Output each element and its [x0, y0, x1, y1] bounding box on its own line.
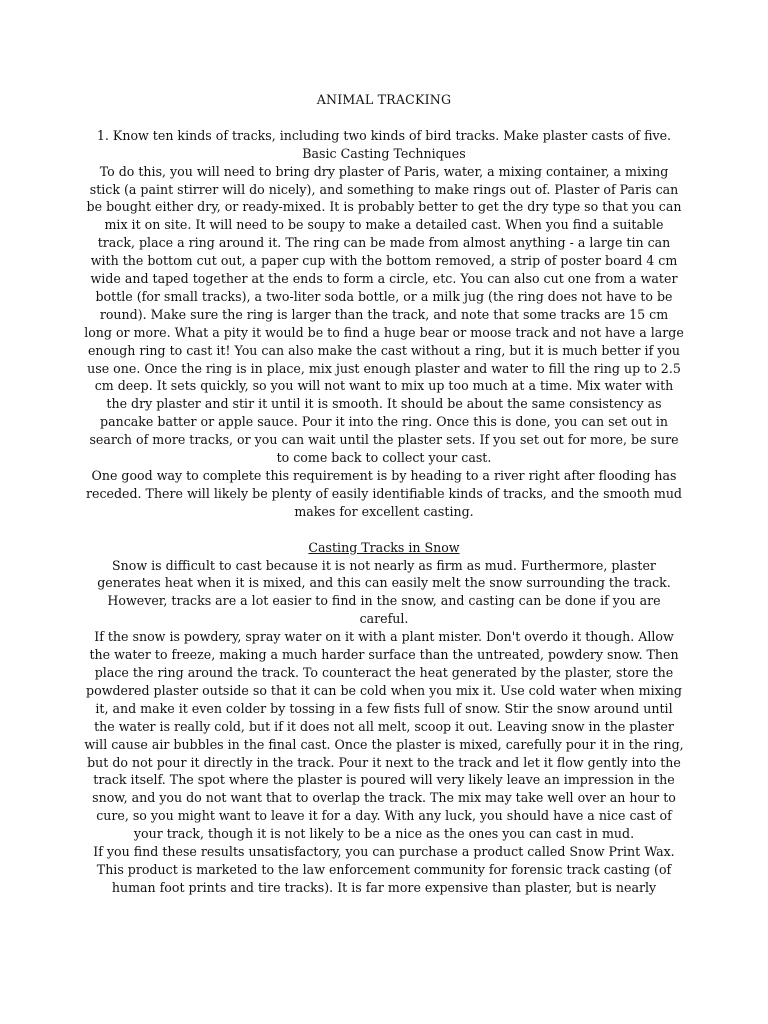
- basic-casting-paragraph-1: To do this, you will need to bring dry plaster of Paris, water, a mixing container, a mixing stick (a paint stirrer will do nicely), and something to make rings out of. Plaster of Paris can be bought either dry, or ready-mixed. It is probably better to get the dry type so that you can mix it on site. It will need to be soupy to make a detailed cast. When you find a suitable track, place a ring around it. The ring can be made from almost anything - a large tin can with the bottom cut out, a paper cup with the bottom removed, a strip of poster board 4 cm wide and taped together at the ends to form a circle, etc. You can also cut one from a water bottle (for small tracks), a two-liter soda bottle, or a milk jug (the ring does not have to be round). Make sure the ring is larger than the track, and note that some tracks are 15 cm long or more. What a pity it would be to find a huge bear or moose track and not have a large enough ring to cast it! You can also make the cast without a ring, but it is much better if you use one. Once the ring is in place, mix just enough plaster and water to fill the ring up to 2.5 cm deep. It sets quickly, so you will not want to mix up too much at a time. Mix water with the dry plaster and stir it until it is smooth. It should be about the same consistency as pancake batter or apple sauce. Pour it into the ring. Once this is done, you can set out in search of more tracks, or you can wait until the plaster sets. If you set out for more, be sure to come back to collect your cast.: [84, 163, 684, 466]
- document-page: [84, 91, 684, 897]
- basic-casting-paragraph-2: One good way to complete this requirement is by heading to a river right after flooding has receded. There will likely be plenty of easily identifiable kinds of tracks, and the smooth mud makes for excellent casting.: [85, 468, 682, 519]
- snow-casting-paragraph-1: Snow is difficult to cast because it is not nearly as firm as mud. Furthermore, plaster generates heat when it is mixed, and this can easily melt the snow surrounding the track. However, tracks are a lot easier to find in the snow, and casting can be done if you are careful.: [97, 557, 671, 627]
- document-title: ANIMAL TRACKING: [316, 92, 452, 107]
- requirement-text: 1. Know ten kinds of tracks, including two kinds of bird tracks. Make plaster casts of five.: [96, 127, 672, 143]
- snow-casting-paragraph-3: If you find these results unsatisfactory, you can purchase a product called Snow Print Wax. This product is marketed to the law enforcement community for forensic track casting (of human foot prints and tire tracks). It is far more expensive than plaster, but is nearly: [93, 844, 675, 895]
- snow-casting-paragraph-2: If the snow is powdery, spray water on it with a plant mister. Don't overdo it though. Allow the water to freeze, making a much harder surface than the untreated, powdery snow. Then place the ring around the track. To counteract the heat generated by the plaster, store the powdered plaster outside so that it can be cold when you mix it. Use cold water when mixing it, and make it even colder by tossing in a few fists full of snow. Stir the snow around until the water is really cold, but if it does not all melt, scoop it out. Leaving snow in the plaster will cause air bubbles in the final cast. Once the plaster is mixed, carefully pour it in the ring, but do not pour it directly in the track. Pour it next to the track and let it flow gently into the track itself. The spot where the plaster is poured will very likely leave an impression in the snow, and you do not want that to overlap the track. The mix may take well over an hour to cure, so you might want to leave it for a day. With any luck, you should have a nice cast of your track, though it is not likely to be a nice as the ones you can cast in mud.: [84, 629, 684, 842]
- section-heading-snow-casting: Casting Tracks in Snow: [308, 539, 460, 555]
- section-heading-basic-casting: Basic Casting Techniques: [302, 145, 466, 161]
- section-gap: [84, 521, 684, 539]
